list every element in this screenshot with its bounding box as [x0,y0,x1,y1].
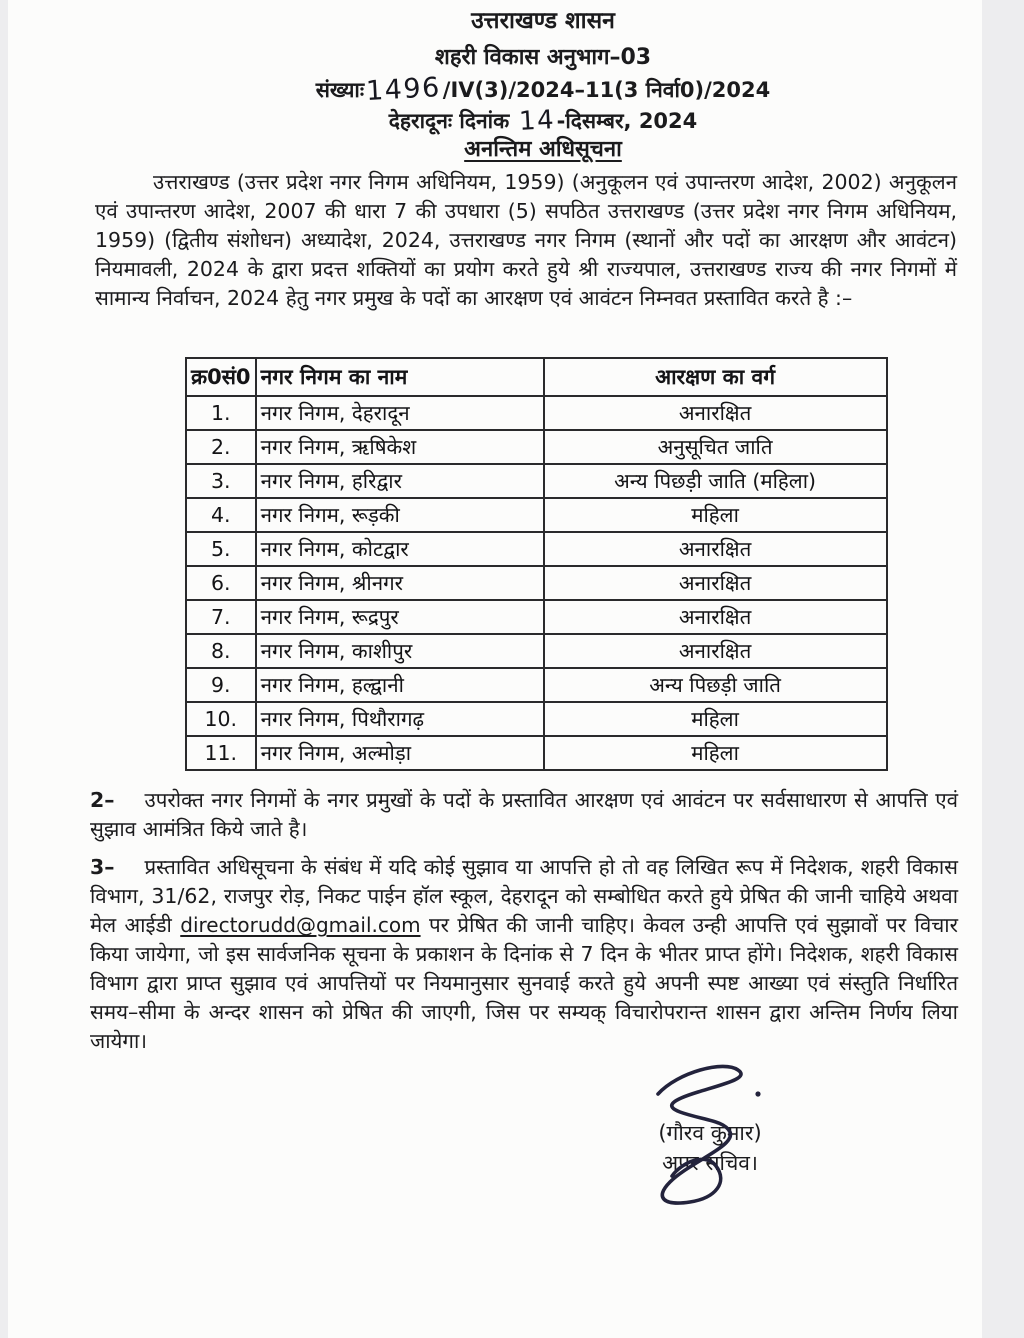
municipality-cell: नगर निगम, श्रीनगर [256,566,544,600]
signature-ink-dot [755,1091,760,1096]
column-header-serial: क्र0सं0 [186,358,256,396]
place-date-prefix: देहरादूनः दिनांक [388,109,517,133]
submission-text-after-email: पर प्रेषित की जानी चाहिए। केवल उन्ही आपत्ति एवं सुझावों पर विचार किया जायेगा, जो इस सार्वजनिक सूचना के प्रकाशन के दिनांक से 7 दिन के भीतर प्राप्त होंगे। निदेशक, शहरी विकास विभाग द्वारा प्राप्त सुझाव एवं आपत्तियों पर नियमानुसार सुनवाई करते हुये अपनी स्पष्ट आख्या एवं संस्तुति निर्धारित समय–सीमा के अन्दर शासन को प्रेषित की जाएगी, जिस पर सम्यक् विचारोपरान्त शासन द्वारा अन्तिम निर्णय लिया जायेगा। [90,913,958,1053]
signatory-block [600,1118,820,1178]
government-name: उत्तराखण्ड शासन [471,8,615,34]
serial-cell: 6. [186,566,256,600]
submission-paragraph [90,853,958,1056]
municipality-cell: नगर निगम, हल्द्वानी [256,668,544,702]
municipality-cell: नगर निगम, हरिद्वार [256,464,544,498]
signatory-name: (गौरव कुमार) [658,1121,762,1145]
category-cell: अनारक्षित [544,532,887,566]
category-cell: महिला [544,736,887,770]
serial-cell: 8. [186,634,256,668]
reference-number-prefix: संख्याः [315,78,365,102]
paragraph-number: 2– [90,788,115,812]
category-cell: अनुसूचित जाति [544,430,887,464]
serial-cell: 10. [186,702,256,736]
table-row [186,430,887,464]
municipality-cell: नगर निगम, रूद्रपुर [256,600,544,634]
category-cell: अनारक्षित [544,396,887,430]
serial-cell: 9. [186,668,256,702]
municipality-cell: नगर निगम, रूड़की [256,498,544,532]
objections-paragraph [90,786,958,844]
place-date-line [93,107,993,135]
scan-edge-right [982,0,1024,1338]
contact-email: directorudd@gmail.com [180,913,421,937]
serial-cell: 7. [186,600,256,634]
reference-number-line [93,72,993,107]
municipality-cell: नगर निगम, कोटद्वार [256,532,544,566]
table-row [186,532,887,566]
municipality-cell: नगर निगम, काशीपुर [256,634,544,668]
category-cell: महिला [544,498,887,532]
table-row [186,702,887,736]
document-title: अनन्तिम अधिसूचना [464,137,622,162]
preamble-paragraph: उत्तराखण्ड (उत्तर प्रदेश नगर निगम अधिनियम, 1959) (अनुकूलन एवं उपान्तरण आदेश, 2002) अनुकूलन एवं उपान्तरण आदेश, 2007 की धारा 7 की उपधारा (5) सपठित उत्तराखण्ड (उत्तर प्रदेश नगर निगम अधिनियम, 1959) (द्वितीय संशोधन) अध्यादेश, 2024, उत्तराखण्ड नगर निगम (स्थानों और पदों का आरक्षण और आवंटन) नियमावली, 2024 के द्वारा प्रदत्त शक्तियों का प्रयोग करते हुये श्री राज्यपाल, उत्तराखण्ड राज्य की नगर निगमों में सामान्य निर्वाचन, 2024 हेतु नगर प्रमुख के पदों का आरक्षण एवं आवंटन निम्नवत प्रस्तावित करते है :– [95,170,957,310]
date-suffix: -दिसम्बर, 2024 [556,109,698,133]
reference-number-handwritten: 1496 [365,72,442,107]
table-row [186,498,887,532]
signatory-designation: अपर सचिव। [662,1151,758,1175]
column-header-name: नगर निगम का नाम [256,358,544,396]
table-row [186,566,887,600]
category-cell: महिला [544,702,887,736]
serial-cell: 4. [186,498,256,532]
municipality-cell: नगर निगम, अल्मोड़ा [256,736,544,770]
department-section: शहरी विकास अनुभाग–03 [434,45,652,70]
table-row [186,396,887,430]
category-cell: अनारक्षित [544,634,887,668]
column-header-category: आरक्षण का वर्ग [544,358,887,396]
category-cell: अन्य पिछड़ी जाति [544,668,887,702]
paragraph-number: 3– [90,855,115,879]
scan-edge-left [0,0,8,1338]
serial-cell: 1. [186,396,256,430]
table-row [186,736,887,770]
objections-text: उपरोक्त नगर निगमों के नगर प्रमुखों के पदों के प्रस्तावित आरक्षण एवं आवंटन पर सर्वसाधारण से आपत्ति एवं सुझाव आमंत्रित किये जाते है। [90,788,958,841]
category-cell: अनारक्षित [544,600,887,634]
date-handwritten: 14 [517,105,556,137]
document-header [93,3,993,135]
municipality-cell: नगर निगम, ऋषिकेश [256,430,544,464]
category-cell: अन्य पिछड़ी जाति (महिला) [544,464,887,498]
table-row [186,600,887,634]
table-header-row [186,358,887,396]
reference-number-suffix: /IV(3)/2024–11(3 निर्वा0)/2024 [442,78,771,102]
serial-cell: 3. [186,464,256,498]
serial-cell: 11. [186,736,256,770]
municipality-cell: नगर निगम, देहरादून [256,396,544,430]
table-row [186,464,887,498]
category-cell: अनारक्षित [544,566,887,600]
reservation-table [185,357,888,771]
municipality-cell: नगर निगम, पिथौरागढ़ [256,702,544,736]
document-page [8,0,982,1338]
serial-cell: 5. [186,532,256,566]
submission-text-before-email: प्रस्तावित अधिसूचना के संबंध में यदि कोई सुझाव या आपत्ति हो तो वह लिखित रूप में निदेशक, शहरी विकास विभाग, 31/62, राजपुर रोड़, निकट पाईन हॉल स्कूल, देहरादून को सम्बोधित करते हुये प्रेषित की जानी चाहिये अथवा मेल आईडी [90,855,958,937]
table-row [186,634,887,668]
table-row [186,668,887,702]
serial-cell: 2. [186,430,256,464]
